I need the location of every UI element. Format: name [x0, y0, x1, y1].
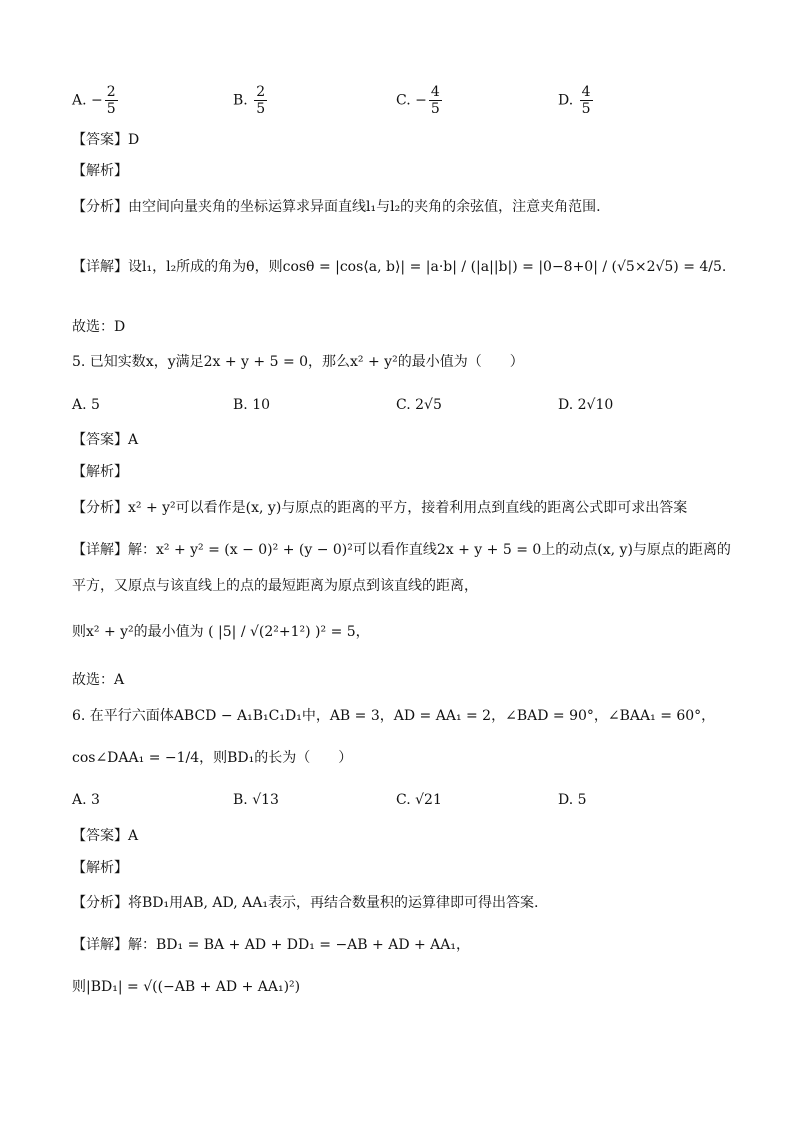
q6-detail-2: 则|BD₁| = √((−AB + AD + AA₁)²) [72, 979, 301, 995]
q4-answer: 【答案】D [72, 132, 140, 148]
q5-stem: 5. 已知实数x，y满足2x + y + 5 = 0，那么x² + y²的最小值为（ ） [72, 354, 524, 370]
q4-option-b: B. $\frac{2}{5}$ [233, 84, 266, 117]
q6-stem-2: cos∠DAA₁ = −1/4，则BD₁的长为（ ） [72, 750, 353, 766]
q6-option-d: D. 5 [558, 792, 587, 808]
q4-detail-formula: |cos⟨a, b⟩| = |a·b| / (|a||b|) = |0−8+0| / (√5×2√5) = 4/5. [335, 259, 727, 275]
q5-analysis: 【分析】x² + y²可以看作是(x, y)与原点的距离的平方，接着利用点到直线的距离公式即可求出答案 [72, 500, 688, 516]
q4-option-a: A. − $\frac{2}{5}$ [72, 84, 116, 117]
q5-detail-3: 则x² + y²的最小值为 ( |5| / √(2²+1²) )² = 5， [72, 624, 370, 640]
q6-answer: 【答案】A [72, 828, 139, 844]
q5-option-c: C. 2√5 [396, 397, 442, 413]
q6-option-b: B. √13 [233, 792, 279, 808]
q5-conclusion: 故选：A [72, 672, 125, 688]
q6-option-a: A. 3 [72, 792, 100, 808]
q5-detail-2: 平方，又原点与该直线上的点的最短距离为原点到该直线的距离， [72, 578, 478, 594]
q6-analysis-title: 【解析】 [72, 860, 128, 876]
q4-conclusion: 故选：D [72, 319, 126, 335]
q5-answer: 【答案】A [72, 432, 139, 448]
q5-analysis-title: 【解析】 [72, 464, 128, 480]
q4-detail [72, 257, 726, 277]
q6-detail-1: 【详解】解：BD₁ = BA + AD + DD₁ = −AB + AD + AA₁， [72, 937, 471, 953]
q5-option-b: B. 10 [233, 397, 271, 413]
q5-detail-1: 【详解】解：x² + y² = (x − 0)² + (y − 0)²可以看作直线2x + y + 5 = 0上的动点(x, y)与原点的距离的 [72, 542, 731, 558]
q5-option-a: A. 5 [72, 397, 100, 413]
q6-analysis: 【分析】将BD₁用AB, AD, AA₁表示，再结合数量积的运算律即可得出答案. [72, 895, 539, 911]
q6-stem-1: 6. 在平行六面体ABCD − A₁B₁C₁D₁中，AB = 3，AD = AA₁ = 2，∠BAD = 90°，∠BAA₁ = 60°， [72, 708, 716, 724]
q4-detail-prefix: 【详解】设l₁，l₂所成的角为θ，则cosθ = [72, 259, 331, 275]
q4-option-d: D. $\frac{4}{5}$ [558, 84, 591, 117]
q5-option-d: D. 2√10 [558, 397, 614, 413]
q4-analysis-title: 【解析】 [72, 163, 128, 179]
q4-analysis: 【分析】由空间向量夹角的坐标运算求异面直线l₁与l₂的夹角的余弦值，注意夹角范围. [72, 199, 601, 215]
q4-option-c: C. − $\frac{4}{5}$ [396, 84, 440, 117]
q6-option-c: C. √21 [396, 792, 442, 808]
